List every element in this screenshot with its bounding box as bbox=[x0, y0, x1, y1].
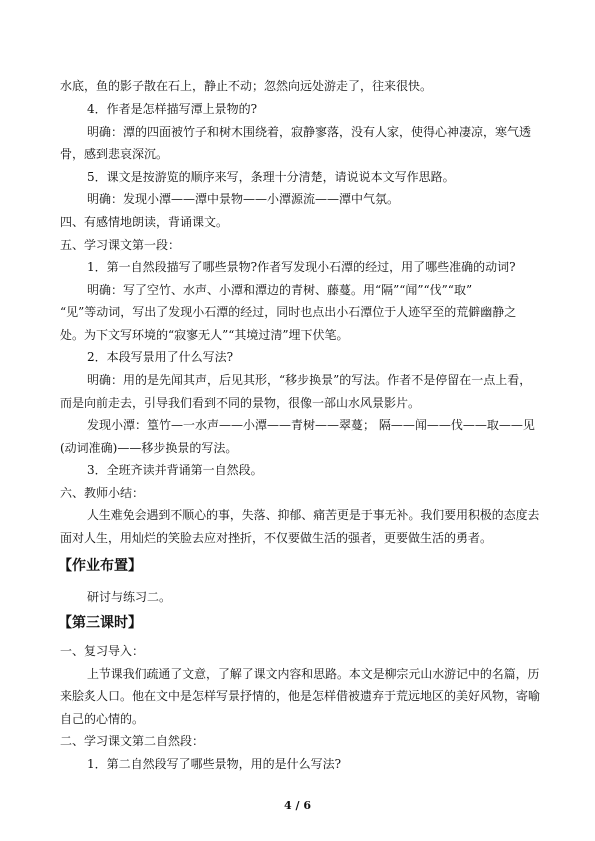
answer-1-line-1: 明确：写了空竹、水声、小潭和潭边的青树、藤蔓。用“隔”“闻”“伐”“取” bbox=[87, 283, 473, 297]
question-2: 2．本段写景用了什么写法? bbox=[87, 350, 234, 364]
conclusion-line-2: 面对人生，用灿烂的笑脸去应对挫折，不仅要做生活的强者，更要做生活的勇者。 bbox=[60, 531, 493, 545]
homework-text: 研讨与练习二。 bbox=[87, 590, 172, 604]
section-heading-5: 五、学习课文第一段： bbox=[60, 238, 181, 252]
answer-4-line-1: 明确：潭的四面被竹子和树木围绕着，寂静寥落，没有人家，使得心神凄凉，寒气透 bbox=[87, 125, 532, 139]
answer-4-line-2: 骨，感到悲哀深沉。 bbox=[60, 147, 169, 161]
answer-2-line-1: 明确：用的是先闻其声，后见其形，“移步换景”的写法。作者不是停留在一点上看， bbox=[87, 373, 532, 387]
text-line: 水底，鱼的影子散在石上，静止不动；忽然向远处游走了，往来很快。 bbox=[60, 79, 433, 93]
section-heading-review: 一、复习导入： bbox=[60, 644, 145, 658]
page-number: 4 / 6 bbox=[284, 799, 311, 812]
third-lesson-heading: 【第三课时】 bbox=[58, 615, 142, 631]
summary-line-1: 发现小潭：篁竹—一水声——小潭——青树——翠蔓； 隔——闻——伐——取——见 bbox=[87, 418, 535, 432]
question-4: 4．作者是怎样描写潭上景物的? bbox=[87, 102, 258, 116]
review-line-1: 上节课我们疏通了文意，了解了课文内容和思路。本文是柳宗元山水游记中的名篇，历 bbox=[87, 667, 540, 681]
answer-1-line-3: 处。为下文写环境的“寂寥无人”“其境过清”埋下伏笔。 bbox=[60, 328, 349, 342]
question-paragraph-2: 1．第二自然段写了哪些景物，用的是什么写法? bbox=[87, 757, 342, 771]
section-heading-paragraph-2: 二、学习课文第二自然段： bbox=[60, 734, 205, 748]
answer-1-line-2: “见”等动词，写出了发现小石潭的经过，同时也点出小石潭位于人迹罕至的荒僻幽静之 bbox=[60, 305, 517, 319]
section-heading-4: 四、有感情地朗读，背诵课文。 bbox=[60, 215, 229, 229]
conclusion-line-1: 人生难免会遇到不顺心的事，失落、抑郁、痛苦更是于事无补。我们要用积极的态度去 bbox=[87, 508, 540, 522]
question-3: 3．全班齐读并背诵第一自然段。 bbox=[87, 463, 263, 477]
question-5: 5．课文是按游览的顺序来写，条理十分清楚，请说说本文写作思路。 bbox=[87, 170, 455, 184]
answer-5: 明确：发现小潭——潭中景物——小潭源流——潭中气氛。 bbox=[87, 192, 400, 206]
answer-2-line-2: 而是向前走去，引导我们看到不同的景物，很像一部山水风景影片。 bbox=[60, 396, 421, 410]
section-heading-6: 六、教师小结： bbox=[60, 486, 145, 500]
review-line-2: 来脍炙人口。他在文中是怎样写景抒情的，他是怎样借被遗弃于荒远地区的美好风物，寄喻 bbox=[60, 689, 541, 703]
summary-line-2: (动词准确)——移步换景的写法。 bbox=[60, 441, 238, 455]
question-1: 1．第一自然段描写了哪些景物?作者写发现小石潭的经过，用了哪些准确的动词? bbox=[87, 260, 516, 274]
homework-heading: 【作业布置】 bbox=[58, 558, 142, 574]
review-line-3: 自己的心情的。 bbox=[60, 712, 145, 726]
